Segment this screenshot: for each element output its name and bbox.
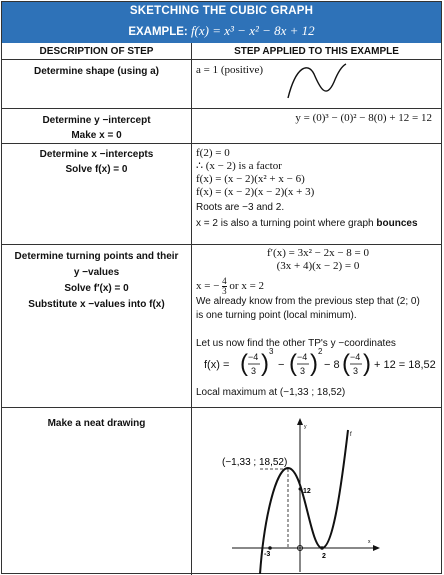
x-axis-label: x xyxy=(368,539,371,545)
step-shape xyxy=(2,64,191,79)
line-known-tp: We already know from the previous step that (2; 0) xyxy=(196,296,420,307)
y-axis-label: y xyxy=(304,424,307,430)
line-local-min: is one turning point (local minimum). xyxy=(196,310,357,321)
applied-x-intercepts xyxy=(196,147,440,230)
cubic-shape-sketch xyxy=(282,60,352,106)
line-derivative-factored: (3x + 4)(x − 2) = 0 xyxy=(276,260,360,272)
step-y-intercept-sub: Make x = 0 xyxy=(71,130,122,141)
line-roots: Roots are −3 and 2. xyxy=(196,202,285,213)
calc-fx: f(x) = xyxy=(204,359,230,371)
curve-label: f xyxy=(350,432,352,438)
max-point-label: (−1,33 ; 18,52) xyxy=(222,457,288,468)
row-divider xyxy=(2,108,441,109)
svg-text:3: 3 xyxy=(353,366,359,376)
line-tp-x-values: x = − $\frac{4}{3}$ or x = 2 xyxy=(196,276,265,296)
step-drawing xyxy=(2,416,191,431)
step-y-intercept xyxy=(2,113,191,143)
line-find-other: Let us now find the other TP's y −coordinates xyxy=(196,338,396,349)
calc-minus-eight: − 8 xyxy=(324,359,340,371)
example-line xyxy=(2,23,441,39)
cubic-graph-table xyxy=(1,1,442,574)
svg-text:−4: −4 xyxy=(297,352,308,362)
svg-text:(: ( xyxy=(240,350,248,377)
step-shape-label: Determine shape (using a) xyxy=(33,66,160,77)
root-left-label: -3 xyxy=(264,551,271,558)
example-prefix: EXAMPLE: xyxy=(128,26,188,38)
svg-text:3: 3 xyxy=(251,366,257,376)
applied-y-intercept: y = (0)³ − (0)² − 8(0) + 12 = 12 xyxy=(295,112,432,124)
svg-text:3: 3 xyxy=(269,347,274,356)
line-f2: f(2) = 0 xyxy=(196,147,230,159)
step-tp-substitute: Substitute x −values into f(x) xyxy=(28,299,165,310)
row-divider xyxy=(2,59,441,60)
step-y-intercept-label: Determine y −intercept xyxy=(42,115,151,126)
line-factor: ∴ (x − 2) is a factor xyxy=(196,160,282,172)
table-header xyxy=(2,2,441,43)
tp-y-calculation xyxy=(196,345,441,381)
svg-text:): ) xyxy=(261,350,269,377)
svg-text:(: ( xyxy=(342,350,350,377)
y-intercept-label: 12 xyxy=(303,488,311,495)
svg-text:2: 2 xyxy=(318,347,323,356)
step-tp-label: Determine turning points and their xyxy=(14,251,179,262)
cubic-graph-sketch xyxy=(192,408,441,574)
svg-text:(: ( xyxy=(289,350,297,377)
table-title: SKETCHING THE CUBIC GRAPH xyxy=(129,5,314,17)
line-division: f(x) = (x − 2)(x² + x − 6) xyxy=(196,173,305,185)
line-bounce: x = 2 is also a turning point where graph bounces xyxy=(196,218,418,229)
row-divider xyxy=(2,244,441,245)
step-tp-solve: Solve f′(x) = 0 xyxy=(64,283,129,294)
step-x-intercepts-label: Determine x −intercepts xyxy=(39,149,154,160)
applied-tp-note xyxy=(196,295,440,351)
svg-text:): ) xyxy=(310,350,318,377)
calc-minus: − xyxy=(278,359,285,371)
line-full-factor: f(x) = (x − 2)(x − 2)(x + 3) xyxy=(196,186,315,198)
root-right-label: 2 xyxy=(322,553,326,560)
step-x-intercepts-sub: Solve f(x) = 0 xyxy=(65,164,128,175)
svg-text:−4: −4 xyxy=(350,352,361,362)
example-formula: f(x) = x³ − x² − 8x + 12 xyxy=(190,23,315,38)
step-tp-y: y −values xyxy=(73,267,120,278)
svg-text:3: 3 xyxy=(300,366,306,376)
svg-text:−4: −4 xyxy=(248,352,259,362)
row-divider xyxy=(2,143,441,144)
applied-turning-points xyxy=(196,247,440,273)
column-header-description: DESCRIPTION OF STEP xyxy=(39,46,154,57)
column-header-applied: STEP APPLIED TO THIS EXAMPLE xyxy=(234,46,399,57)
applied-shape: a = 1 (positive) xyxy=(196,64,263,76)
line-derivative: f′(x) = 3x² − 2x − 8 = 0 xyxy=(266,247,369,259)
step-x-intercepts xyxy=(2,147,191,177)
step-turning-points xyxy=(2,249,191,313)
cubic-curve xyxy=(260,430,348,574)
calc-result: + 12 = 18,52 xyxy=(374,359,436,371)
svg-text:): ) xyxy=(363,350,371,377)
line-local-max: Local maximum at (−1,33 ; 18,52) xyxy=(196,387,346,398)
step-drawing-label: Make a neat drawing xyxy=(47,418,146,429)
